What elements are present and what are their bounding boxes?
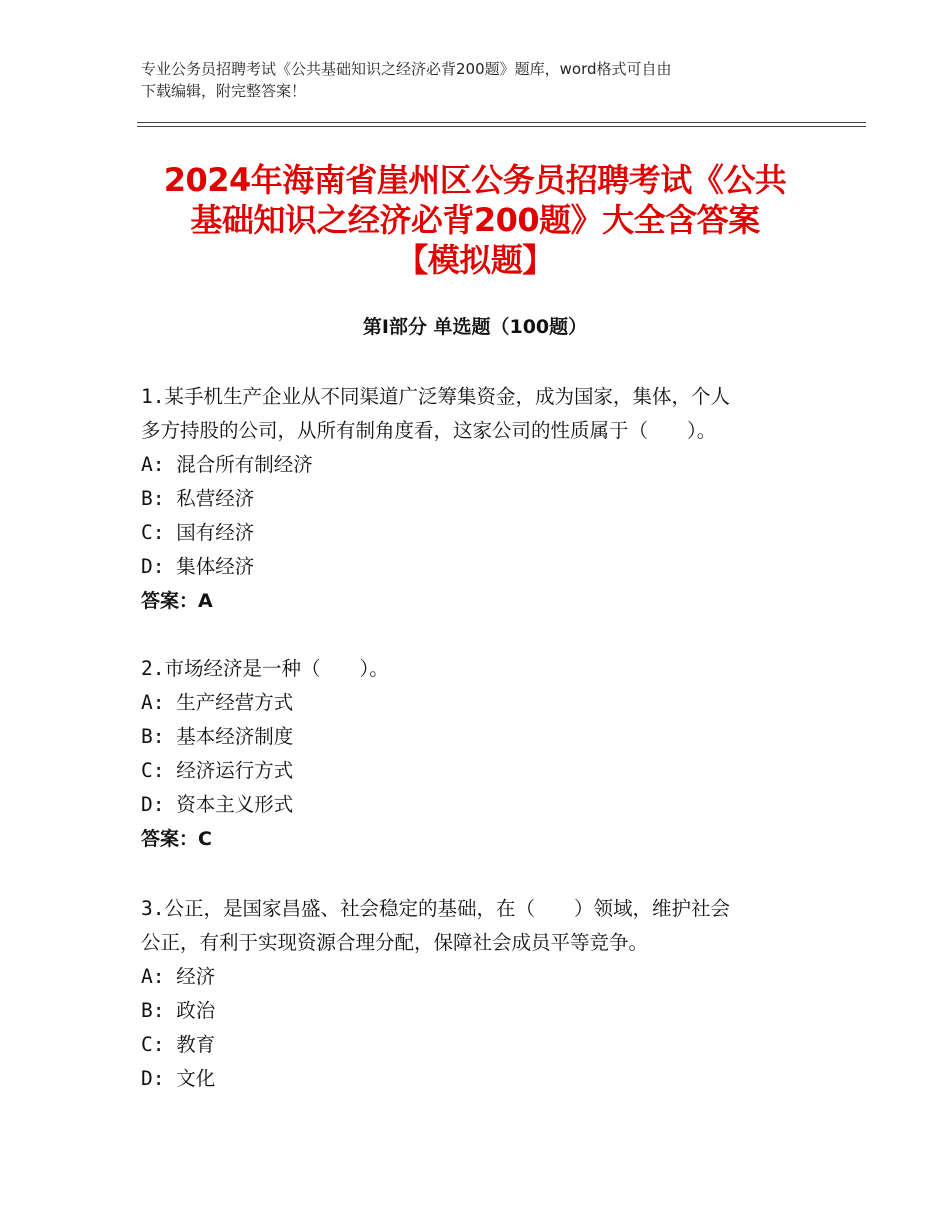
answer: 答案：C <box>141 828 212 850</box>
option-a: A: 经济 <box>141 965 216 988</box>
option-a: A: 生产经营方式 <box>141 691 294 714</box>
option-b: B: 政治 <box>141 999 216 1022</box>
question-1 <box>141 380 821 618</box>
option-c: C: 国有经济 <box>141 521 255 544</box>
title-line-1: 2024年海南省崖州区公务员招聘考试《公共 <box>163 161 787 199</box>
option-b: B: 基本经济制度 <box>141 725 294 748</box>
question-stem: 公正，有利于实现资源合理分配，保障社会成员平等竞争。 <box>141 931 649 954</box>
question-stem: 2.市场经济是一种（ ）。 <box>141 657 389 680</box>
title-line-3: 【模拟题】 <box>396 241 554 279</box>
option-b: B: 私营经济 <box>141 487 255 510</box>
question-stem: 1.某手机生产企业从不同渠道广泛筹集资金，成为国家，集体，个人 <box>141 385 730 408</box>
document-title <box>100 160 850 280</box>
header-line-1: 专业公务员招聘考试《公共基础知识之经济必背200题》题库，word格式可自由 <box>141 60 672 78</box>
option-c: C: 教育 <box>141 1033 216 1056</box>
option-d: D: 集体经济 <box>141 555 255 578</box>
option-d: D: 文化 <box>141 1067 216 1090</box>
question-2 <box>141 652 821 856</box>
question-3 <box>141 892 821 1096</box>
option-c: C: 经济运行方式 <box>141 759 294 782</box>
header-rule-top <box>137 122 866 123</box>
title-line-2: 基础知识之经济必背200题》大全含答案 <box>190 201 760 239</box>
option-a: A: 混合所有制经济 <box>141 453 313 476</box>
section-heading: 第Ⅰ部分 单选题（100题） <box>362 316 588 338</box>
page-header <box>141 58 821 102</box>
header-line-2: 下载编辑，附完整答案！ <box>141 82 307 100</box>
question-stem: 3.公正，是国家昌盛、社会稳定的基础，在（ ）领域，维护社会 <box>141 897 730 920</box>
question-stem: 多方持股的公司，从所有制角度看，这家公司的性质属于（ ）。 <box>141 419 717 442</box>
header-rule-bottom <box>137 126 866 127</box>
answer: 答案：A <box>141 590 213 612</box>
option-d: D: 资本主义形式 <box>141 793 294 816</box>
